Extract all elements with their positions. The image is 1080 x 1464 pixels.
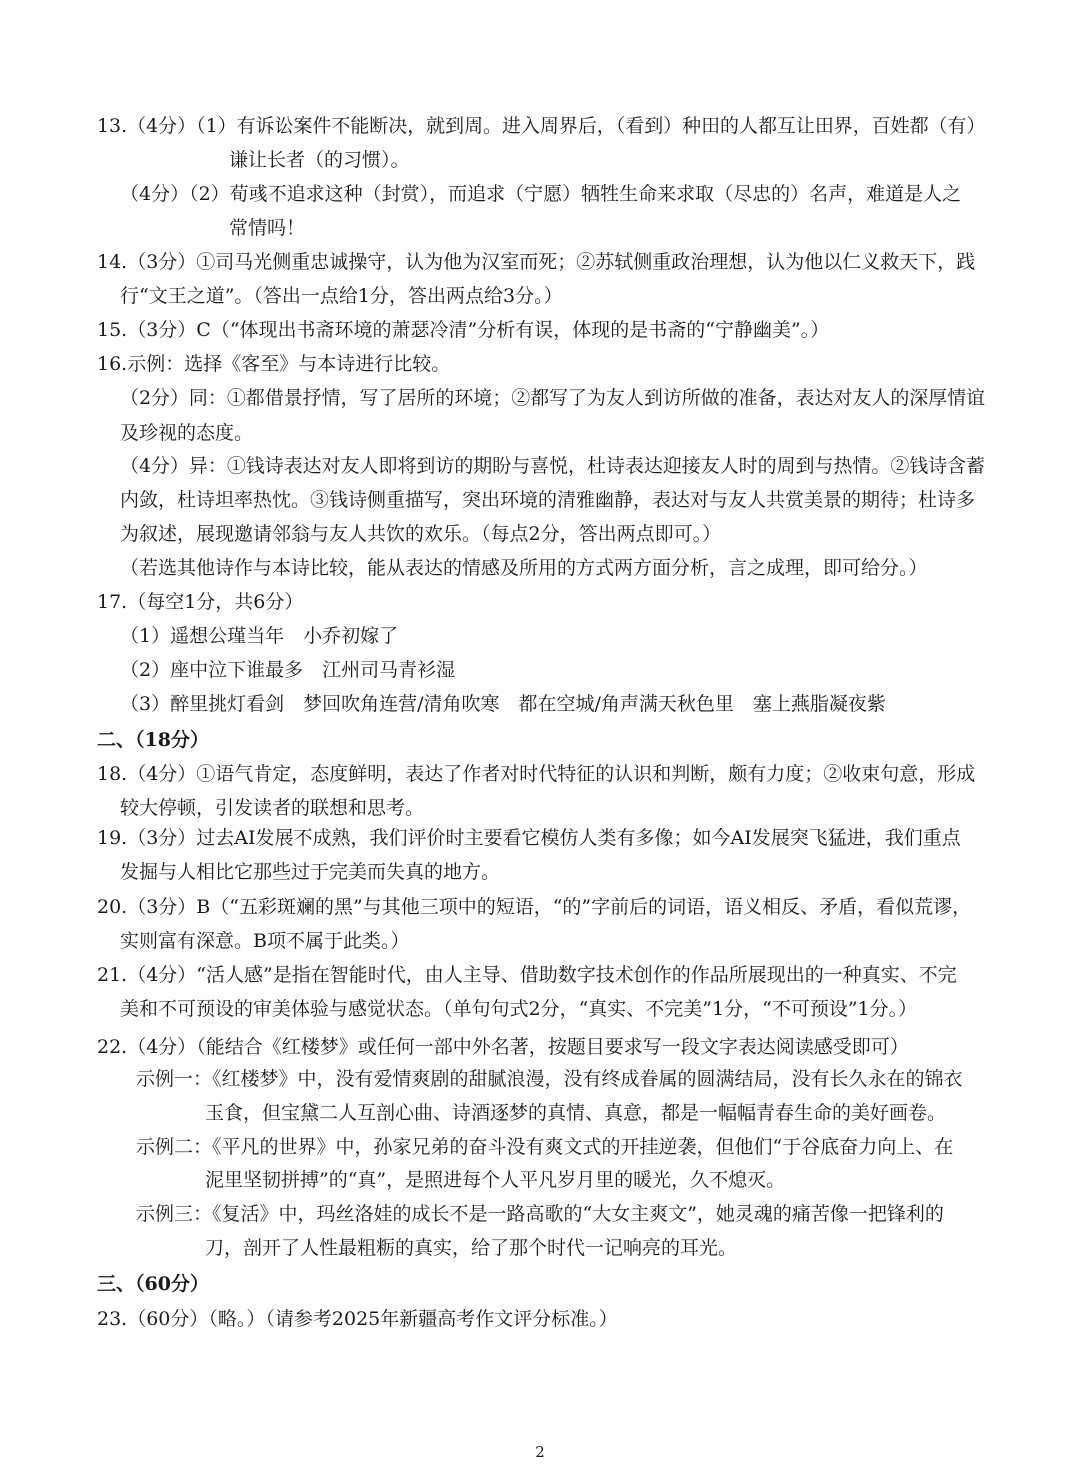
- page-number: 2: [535, 1443, 545, 1461]
- q16-diff-line2: 内敛，杜诗坦率热忱。③钱诗侧重描写，突出环境的清雅幽静，表达对与友人共赏美景的期待；杜诗多: [120, 489, 976, 511]
- q13-part2-line1: （4分）（2）荀彧不追求这种（封赏），而追求（宁愿）牺牲生命来求取（尽忠的）名声，难道是人之: [120, 183, 962, 205]
- section-2-heading: 二、（18分）: [97, 729, 209, 751]
- q18-line2: 较大停顿，引发读者的联想和思考。: [120, 797, 425, 819]
- q17-head: 17.（每空1分，共6分）: [97, 591, 304, 613]
- q16-same-line2: 及珍视的态度。: [120, 422, 254, 444]
- q16-diff-line1: （4分）异：①钱诗表达对友人即将到访的期盼与喜悦，杜诗表达迎接友人时的周到与热情。②钱诗含蓄: [120, 455, 986, 477]
- q15-line1: 15.（3分）C（“体现出书斋环境的萧瑟冷清”分析有误，体现的是书斋的“宁静幽美”。）: [97, 319, 830, 341]
- q22-example2-line1: 示例二：《平凡的世界》中，孙家兄弟的奋斗没有爽文式的开挂逆袭，但他们“于谷底奋力向上、在: [136, 1136, 954, 1158]
- q21-line2: 美和不可预设的审美体验与感觉状态。（单句句式2分，“真实、不完美”1分，“不可预设”1分。）: [120, 998, 918, 1020]
- q14-line2: 行“文王之道”。（答出一点给1分，答出两点给3分。）: [120, 285, 563, 307]
- section-3-heading: 三、（60分）: [97, 1273, 209, 1295]
- q18-line1: 18.（4分）①语气肯定，态度鲜明，表达了作者对时代特征的认识和判断，颇有力度；②收束句意，形成: [97, 763, 976, 785]
- q22-example1-line2: 玉食，但宝黛二人互剖心曲、诗酒逐梦的真情、真意，都是一幅幅青春生命的美好画卷。: [205, 1102, 947, 1124]
- q16-intro: 16.示例：选择《客至》与本诗进行比较。: [97, 353, 451, 375]
- q22-example2-line2: 泥里坚韧拼搏”的“真”，是照进每个人平凡岁月里的暖光，久不熄灭。: [205, 1169, 786, 1191]
- q16-note: （若选其他诗作与本诗比较，能从表达的情感及所用的方式两方面分析，言之成理，即可给分。）: [120, 557, 928, 579]
- q16-same-line1: （2分）同：①都借景抒情，写了居所的环境；②都写了为友人到访所做的准备，表达对友人的深厚情谊: [120, 387, 986, 409]
- q16-diff-line3: 为叙述，展现邀请邻翁与友人共饮的欢乐。（每点2分，答出两点即可。）: [120, 523, 722, 545]
- q13-part1-line2: 谦让长者（的习惯）。: [229, 149, 410, 171]
- q22-example1-line1: 示例一：《红楼梦》中，没有爱情爽剧的甜腻浪漫，没有终成眷属的圆满结局，没有长久永在的锦衣: [136, 1068, 963, 1090]
- q19-line1: 19.（3分）过去AI发展不成熟，我们评价时主要看它模仿人类有多像；如今AI发展突飞猛进，我们重点: [97, 827, 961, 849]
- q22-example3-line1: 示例三：《复活》中，玛丝洛娃的成长不是一路高歌的“大女主爽文”，她灵魂的痛苦像一把锋利的: [136, 1203, 944, 1225]
- q21-line1: 21.（4分）“活人感”是指在智能时代，由人主导、借助数字技术创作的作品所展现出的一种真实、不完: [97, 964, 957, 986]
- q22-example3-line2: 刀，剖开了人性最粗粝的真实，给了那个时代一记响亮的耳光。: [205, 1237, 738, 1259]
- q17-item3: （3）醉里挑灯看剑 梦回吹角连营/清角吹寒 都在空城/角声满天秋色里 塞上燕脂凝夜紫: [120, 693, 886, 715]
- q14-line1: 14.（3分）①司马光侧重忠诚操守，认为他为汉室而死；②苏轼侧重政治理想，认为他以仁义救天下，践: [97, 251, 976, 273]
- q20-line1: 20.（3分）B（“五彩斑斓的黑”与其他三项中的短语，“的”字前后的词语，语义相反、矛盾，看似荒谬，: [97, 896, 972, 918]
- q13-part2-line2: 常情吗！: [229, 217, 306, 239]
- q17-item2: （2）座中泣下谁最多 江州司马青衫湿: [120, 659, 456, 681]
- q23-line1: 23.（60分）（略。）（请参考2025年新疆高考作文评分标准。）: [97, 1308, 618, 1330]
- q19-line2: 发掘与人相比它那些过于完美而失真的地方。: [120, 861, 501, 883]
- q20-line2: 实则富有深意。B项不属于此类。）: [120, 930, 410, 952]
- q17-item1: （1）遥想公瑾当年 小乔初嫁了: [120, 625, 399, 647]
- q22-head: 22.（4分）（能结合《红楼梦》或任何一部中外名著，按题目要求写一段文字表达阅读感受即可）: [97, 1036, 909, 1058]
- q13-part1-line1: 13.（4分）（1）有诉讼案件不能断决，就到周。进入周界后，（看到）种田的人都互让田界，百姓都（有）: [97, 115, 986, 137]
